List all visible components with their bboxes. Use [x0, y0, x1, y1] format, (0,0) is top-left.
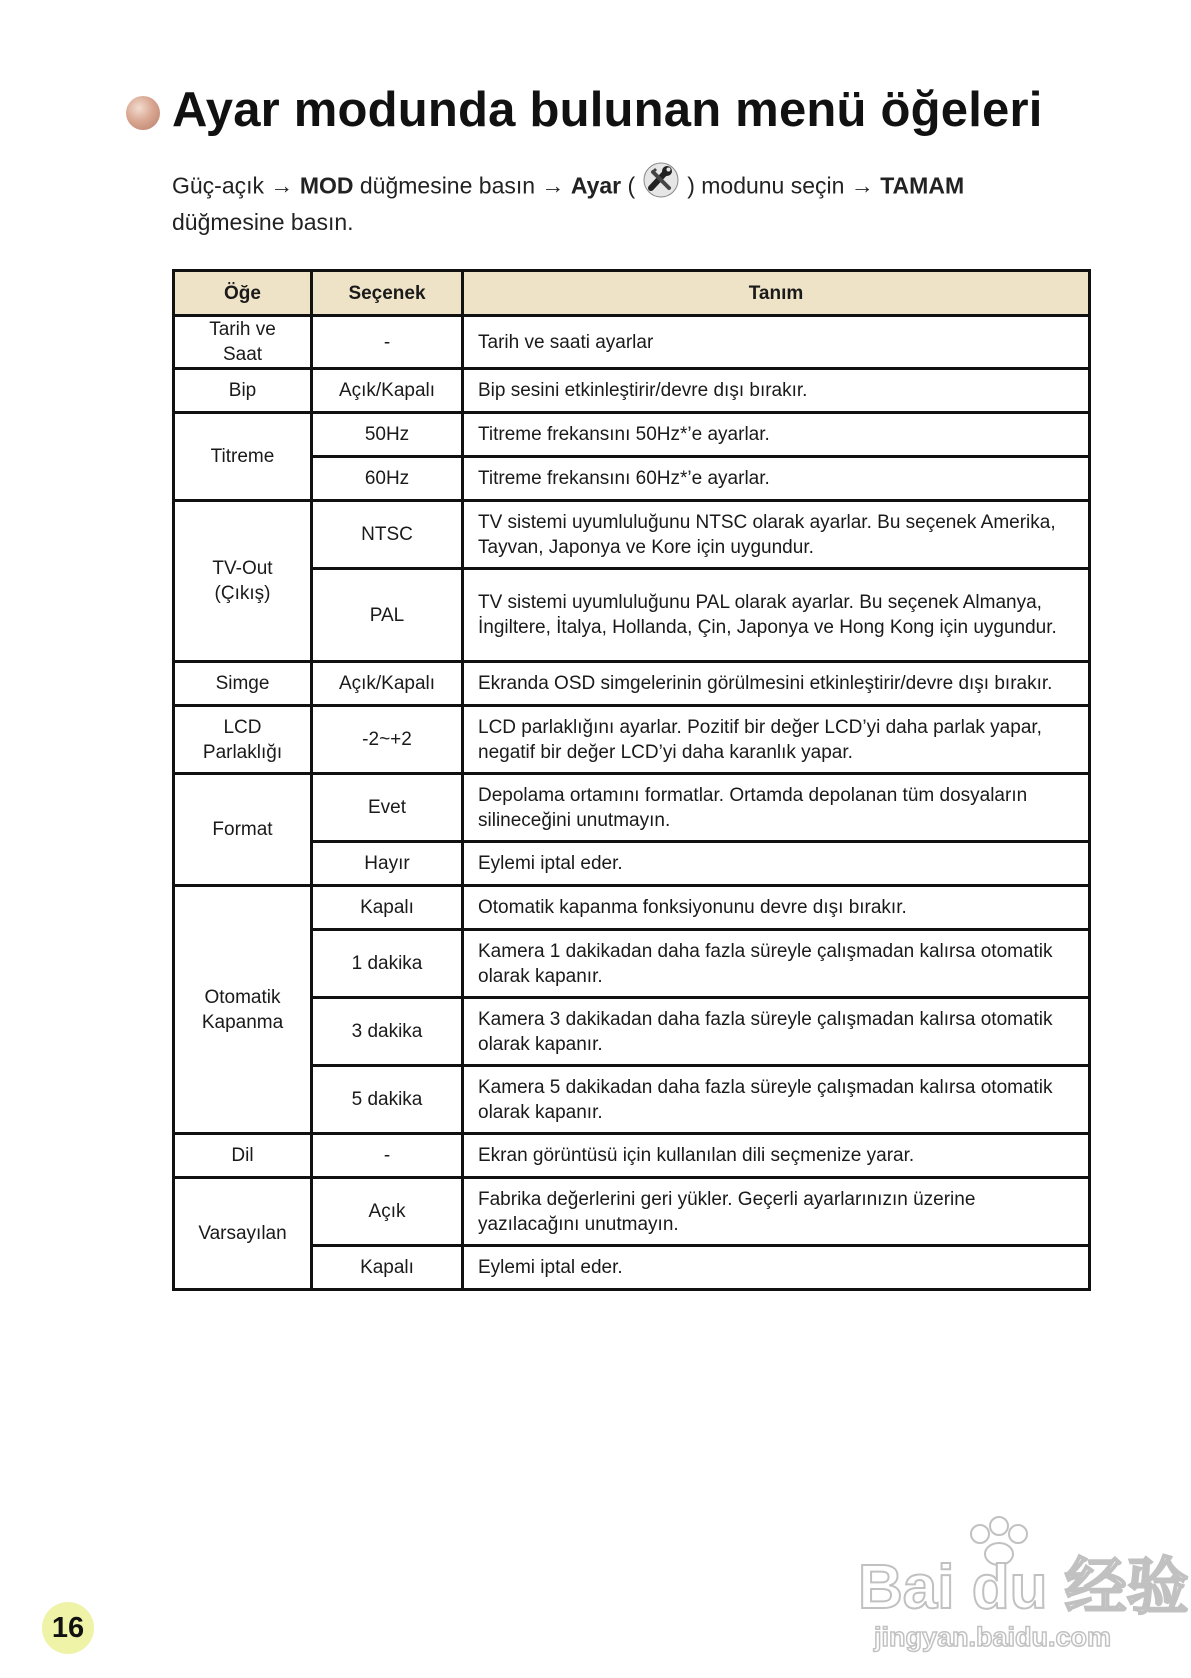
table-row	[174, 706, 1090, 774]
description-cell: Depolama ortamını formatlar. Ortamda depolanan tüm dosyaların silineceğini unutmayın.	[463, 774, 1090, 842]
option-cell: Hayır	[312, 842, 463, 886]
tamam-button-label: TAMAM	[880, 172, 965, 199]
description-cell: Titreme frekansını 60Hz*’e ayarlar.	[463, 457, 1090, 501]
ayar-mode-label: Ayar	[570, 172, 622, 199]
description-cell: Eylemi iptal eder.	[463, 1246, 1090, 1290]
description-cell: TV sistemi uyumluluğunu NTSC olarak ayarlar. Bu seçenek Amerika, Tayvan, Japonya ve Kore için uygundur.	[463, 501, 1090, 569]
table-row	[174, 369, 1090, 413]
baidu-watermark-logo	[852, 1516, 1189, 1656]
item-cell: Simge	[174, 662, 312, 706]
table-row	[174, 774, 1090, 842]
item-cell: Otomatik Kapanma	[174, 886, 312, 1134]
page-title: Ayar modunda bulunan menü öğeleri	[172, 83, 1043, 137]
option-cell: Açık	[312, 1178, 463, 1246]
option-cell: NTSC	[312, 501, 463, 569]
item-cell: Varsayılan	[174, 1178, 312, 1290]
description-cell: Bip sesini etkinleştirir/devre dışı bırakır.	[463, 369, 1090, 413]
option-cell: -	[312, 1134, 463, 1178]
table-row	[174, 930, 1090, 998]
mod-button-label: MOD	[299, 172, 354, 199]
description-cell: LCD parlaklığını ayarlar. Pozitif bir değer LCD’yi daha parlak yapar, negatif bir değer LCD’yi daha karanlık yapar.	[463, 706, 1090, 774]
option-cell: -2~+2	[312, 706, 463, 774]
description-cell: Kamera 1 dakikadan daha fazla süreyle çalışmadan kalırsa otomatik olarak kapanır.	[463, 930, 1090, 998]
table-row	[174, 501, 1090, 569]
table-row	[174, 998, 1090, 1066]
header-item: Öğe	[174, 271, 312, 316]
intro-instructions: Güç-açık → MOD düğmesine basın → Ayar ( ) modunu seçin → TAMAM düğmesine basın.	[172, 168, 1072, 237]
header-option: Seçenek	[312, 271, 463, 316]
wrench-screwdriver-icon	[641, 160, 681, 207]
description-cell: Kamera 5 dakikadan daha fazla süreyle çalışmadan kalırsa otomatik olarak kapanır.	[463, 1066, 1090, 1134]
option-cell: 60Hz	[312, 457, 463, 501]
table-row	[174, 457, 1090, 501]
table-row	[174, 662, 1090, 706]
item-cell: TV-Out (Çıkış)	[174, 501, 312, 662]
option-cell: Kapalı	[312, 1246, 463, 1290]
option-cell: Evet	[312, 774, 463, 842]
description-cell: Tarih ve saati ayarlar	[463, 316, 1090, 369]
description-cell: Otomatik kapanma fonksiyonunu devre dışı bırakır.	[463, 886, 1090, 930]
table-row	[174, 1066, 1090, 1134]
option-cell: 3 dakika	[312, 998, 463, 1066]
table-row	[174, 1178, 1090, 1246]
table-row	[174, 569, 1090, 662]
item-cell: Format	[174, 774, 312, 886]
table-row	[174, 842, 1090, 886]
option-cell: PAL	[312, 569, 463, 662]
option-cell: 1 dakika	[312, 930, 463, 998]
header-description: Tanım	[463, 271, 1090, 316]
watermark-text: Bai du 经验	[858, 1553, 1189, 1622]
option-cell: Açık/Kapalı	[312, 369, 463, 413]
option-cell: -	[312, 316, 463, 369]
settings-menu-table	[172, 269, 1091, 1291]
table-row	[174, 413, 1090, 457]
title-bullet	[126, 96, 160, 130]
description-cell: Titreme frekansını 50Hz*’e ayarlar.	[463, 413, 1090, 457]
page-number: 16	[42, 1602, 94, 1654]
item-cell: LCD Parlaklığı	[174, 706, 312, 774]
description-cell: Fabrika değerlerini geri yükler. Geçerli ayarlarınızın üzerine yazılacağını unutmayın.	[463, 1178, 1090, 1246]
table-header-row	[174, 271, 1090, 316]
table-row	[174, 1134, 1090, 1178]
description-cell: Kamera 3 dakikadan daha fazla süreyle çalışmadan kalırsa otomatik olarak kapanır.	[463, 998, 1090, 1066]
description-cell: Ekranda OSD simgelerinin görülmesini etkinleştirir/devre dışı bırakır.	[463, 662, 1090, 706]
option-cell: Kapalı	[312, 886, 463, 930]
table-row	[174, 1246, 1090, 1290]
description-cell: TV sistemi uyumluluğunu PAL olarak ayarlar. Bu seçenek Almanya, İngiltere, İtalya, Hollanda, Çin, Japonya ve Hong Kong için uygundur.	[463, 569, 1090, 662]
option-cell: 50Hz	[312, 413, 463, 457]
item-cell: Titreme	[174, 413, 312, 501]
description-cell: Ekran görüntüsü için kullanılan dili seçmenize yarar.	[463, 1134, 1090, 1178]
option-cell: 5 dakika	[312, 1066, 463, 1134]
item-cell: Bip	[174, 369, 312, 413]
item-cell: Tarih ve Saat	[174, 316, 312, 369]
table-row	[174, 886, 1090, 930]
option-cell: Açık/Kapalı	[312, 662, 463, 706]
item-cell: Dil	[174, 1134, 312, 1178]
watermark-url: jingyan.baidu.com	[874, 1622, 1112, 1652]
description-cell: Eylemi iptal eder.	[463, 842, 1090, 886]
table-row	[174, 316, 1090, 369]
